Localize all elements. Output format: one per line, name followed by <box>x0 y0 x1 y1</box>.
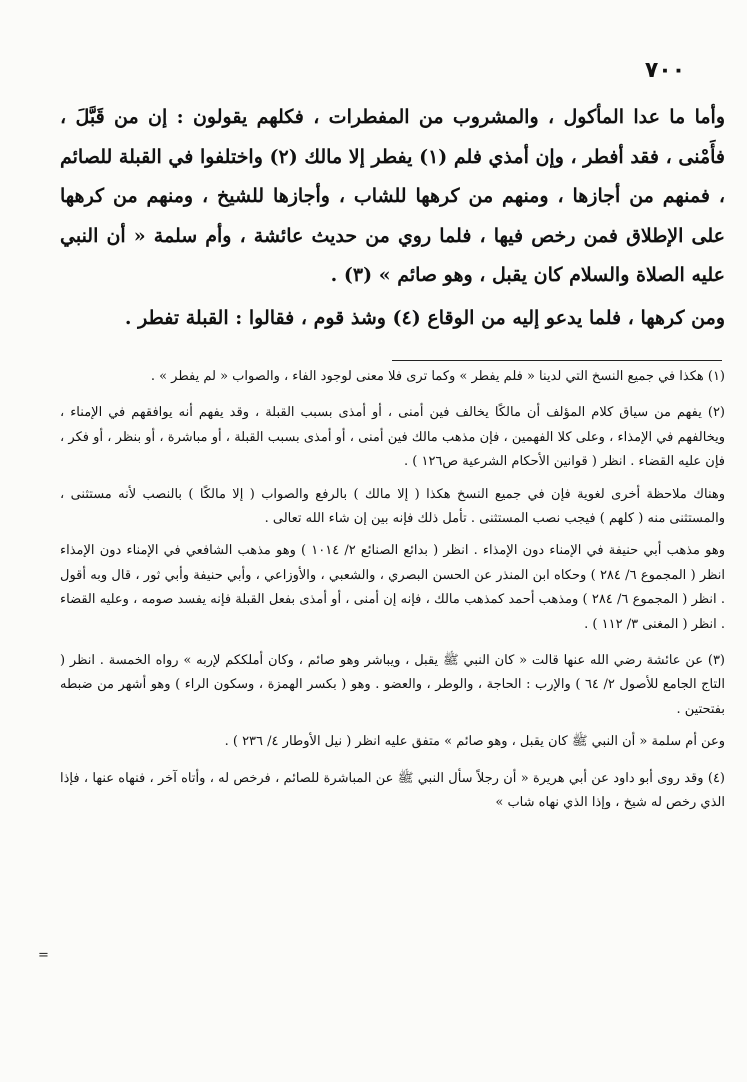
page-number: ٧٠٠ <box>644 58 686 83</box>
footnote-4 <box>60 767 725 816</box>
main-text <box>60 98 725 338</box>
margin-mark: = <box>38 948 49 963</box>
footnote-3-paragraph-1: (٣) عن عائشة رضي الله عنها قالت « كان النبي ﷺ يقبل ، ويباشر وهو صائم ، وكان أملككم لإربه » رواه الخمسة . انظر ( التاج الجامع للأصول ٢/ ٦٤ ) والإرب : الحاجة ، والوطر ، والعضو . وهو ( بكسر الهمزة ، وسكون الراء ) وهو أشهر من ضبطه بفتحتين . <box>60 653 725 717</box>
footnote-3-paragraph-2: وعن أم سلمة « أن النبي ﷺ كان يقبل ، وهو صائم » متفق عليه انظر ( نيل الأوطار ٤/ ٢٣٦ ) . <box>224 734 725 750</box>
footnote-2-paragraph-2: وهناك ملاحظة أخرى لغوية فإن في جميع النسخ هكذا ( إلا مالك ) بالرفع والصواب ( إلا مالكًا ) بالنصب لأنه مستثنى ، والمستثنى منه ( كلهم ) فيجب نصب المستثنى . تأمل ذلك فإنه بين إن شاء الله تعالى . <box>60 486 725 527</box>
footnote-4-text: (٤) وقد روى أبو داود عن أبي هريرة « أن رجلاً سأل النبي ﷺ عن المباشرة للصائم ، فرخص له ، وأتاه آخر ، فنهاه عنها ، فإذا الذي رخص له شيخ ، وإذا الذي نهاه شاب » <box>60 770 725 811</box>
footnote-1 <box>60 365 725 389</box>
main-paragraph-2: ومن كرهها ، فلما يدعو إليه من الوقاع (٤) وشذ قوم ، فقالوا : القبلة تفطر . <box>124 306 725 329</box>
footnote-1-text: (١) هكذا في جميع النسخ التي لدينا « فلم يفطر » وكما ترى فلا معنى لوجود الفاء ، والصواب « لم يفطر » . <box>150 369 725 384</box>
footnotes <box>60 365 725 828</box>
footnote-3 <box>60 649 725 755</box>
main-paragraph-1: وأما ما عدا المأكول ، والمشروب من المفطرات ، فكلهم يقولون : إن من قَبَّلَ ، فأَمْنى ، فقد أفطر ، وإن أمذي فلم (١) يفطر إلا مالك (٢) واختلفوا في القبلة للصائم ، فمنهم من أجازها ، ومنهم من كرهها للشاب ، وأجازها للشيخ ، ومنهم من كرهها على الإطلاق فمن رخص فيها ، فلما روي من حديث عائشة ، وأم سلمة « أن النبي عليه الصلاة والسلام كان يقبل ، وهو صائم » (٣) . <box>60 106 725 286</box>
footnote-2 <box>60 401 725 637</box>
footnote-2-paragraph-1: (٢) يفهم من سياق كلام المؤلف أن مالكًا يخالف فين أمنى ، أو أمذى بسبب القبلة ، وقد يفهم أنه يوافقهم في الإمناء ، ويخالفهم في الإمذاء ، وعلى كلا الفهمين ، فإن مذهب مالك فين أمنى ، أو أمذى بسبب القبلة ، أو مباشرة ، أو بنظر ، أو فكر ، فإن عليه القضاء . انظر ( قوانين الأحكام الشرعية ص١٢٦ ) . <box>60 405 725 470</box>
footnote-separator <box>392 360 722 361</box>
footnote-2-paragraph-3: وهو مذهب أبي حنيفة في الإمناء دون الإمذاء . انظر ( بدائع الصنائع ٢/ ١٠١٤ ) وهو مذهب الشافعي في الإمناء دون الإمذاء انظر ( المجموع ٦/ ٢٨٤ ) وحكاه ابن المنذر عن الحسن البصري ، والشعبي ، والأوزاعي ، وأبي حنيفة وأبي ثور ، قال وبه أقول . انظر ( المجموع ٦/ ٢٨٤ ) ومذهب أحمد كمذهب مالك ، فإنه إن أمنى ، أو أمذى بفعل القبلة فإنه يفسد صومه ، وعليه القضاء . انظر ( المغنى ٣/ ١١٢ ) . <box>60 543 725 632</box>
